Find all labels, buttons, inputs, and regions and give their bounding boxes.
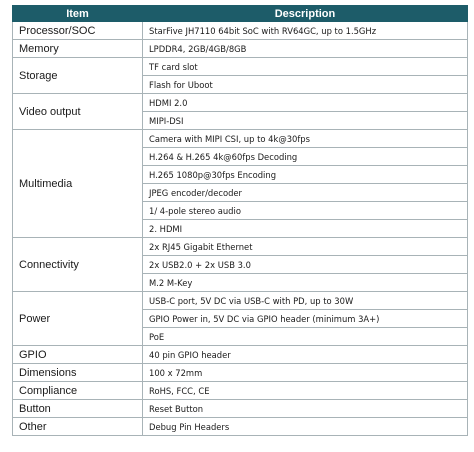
spec-description: 40 pin GPIO header: [143, 346, 468, 364]
spec-item-label: Storage: [13, 58, 143, 94]
spec-description: PoE: [143, 328, 468, 346]
spec-description: M.2 M-Key: [143, 274, 468, 292]
spec-item-label: Processor/SOC: [13, 22, 143, 40]
spec-description: TF card slot: [143, 58, 468, 76]
spec-description: 2x RJ45 Gigabit Ethernet: [143, 238, 468, 256]
table-row: [13, 364, 468, 382]
spec-description: MIPI-DSI: [143, 112, 468, 130]
spec-item-label: GPIO: [13, 346, 143, 364]
spec-table-body: [13, 22, 468, 436]
spec-item-label: Button: [13, 400, 143, 418]
spec-description: H.264 & H.265 4k@60fps Decoding: [143, 148, 468, 166]
spec-description: USB-C port, 5V DC via USB-C with PD, up to 30W: [143, 292, 468, 310]
spec-description: LPDDR4, 2GB/4GB/8GB: [143, 40, 468, 58]
spec-description: Debug Pin Headers: [143, 418, 468, 436]
table-row: [13, 418, 468, 436]
table-row: [13, 400, 468, 418]
table-row: [13, 382, 468, 400]
spec-item-label: Dimensions: [13, 364, 143, 382]
table-row: [13, 40, 468, 58]
spec-description: 2. HDMI: [143, 220, 468, 238]
header-item: Item: [13, 6, 143, 22]
spec-description: Camera with MIPI CSI, up to 4k@30fps: [143, 130, 468, 148]
spec-item-label: Power: [13, 292, 143, 346]
table-row: [13, 346, 468, 364]
table-row: [13, 292, 468, 310]
spec-item-label: Memory: [13, 40, 143, 58]
table-row: [13, 94, 468, 112]
spec-table: [12, 5, 468, 436]
spec-description: 2x USB2.0 + 2x USB 3.0: [143, 256, 468, 274]
spec-item-label: Connectivity: [13, 238, 143, 292]
spec-description: 1/ 4-pole stereo audio: [143, 202, 468, 220]
table-row: [13, 130, 468, 148]
spec-description: Reset Button: [143, 400, 468, 418]
table-row: [13, 58, 468, 76]
table-row: [13, 22, 468, 40]
spec-description: HDMI 2.0: [143, 94, 468, 112]
spec-item-label: Other: [13, 418, 143, 436]
spec-description: Flash for Uboot: [143, 76, 468, 94]
table-header-row: [13, 6, 468, 22]
table-row: [13, 238, 468, 256]
spec-description: GPIO Power in, 5V DC via GPIO header (minimum 3A+): [143, 310, 468, 328]
header-description: Description: [143, 6, 468, 22]
spec-description: StarFive JH7110 64bit SoC with RV64GC, up to 1.5GHz: [143, 22, 468, 40]
spec-description: JPEG encoder/decoder: [143, 184, 468, 202]
spec-item-label: Compliance: [13, 382, 143, 400]
spec-item-label: Multimedia: [13, 130, 143, 238]
spec-description: H.265 1080p@30fps Encoding: [143, 166, 468, 184]
spec-description: 100 x 72mm: [143, 364, 468, 382]
spec-description: RoHS, FCC, CE: [143, 382, 468, 400]
spec-item-label: Video output: [13, 94, 143, 130]
